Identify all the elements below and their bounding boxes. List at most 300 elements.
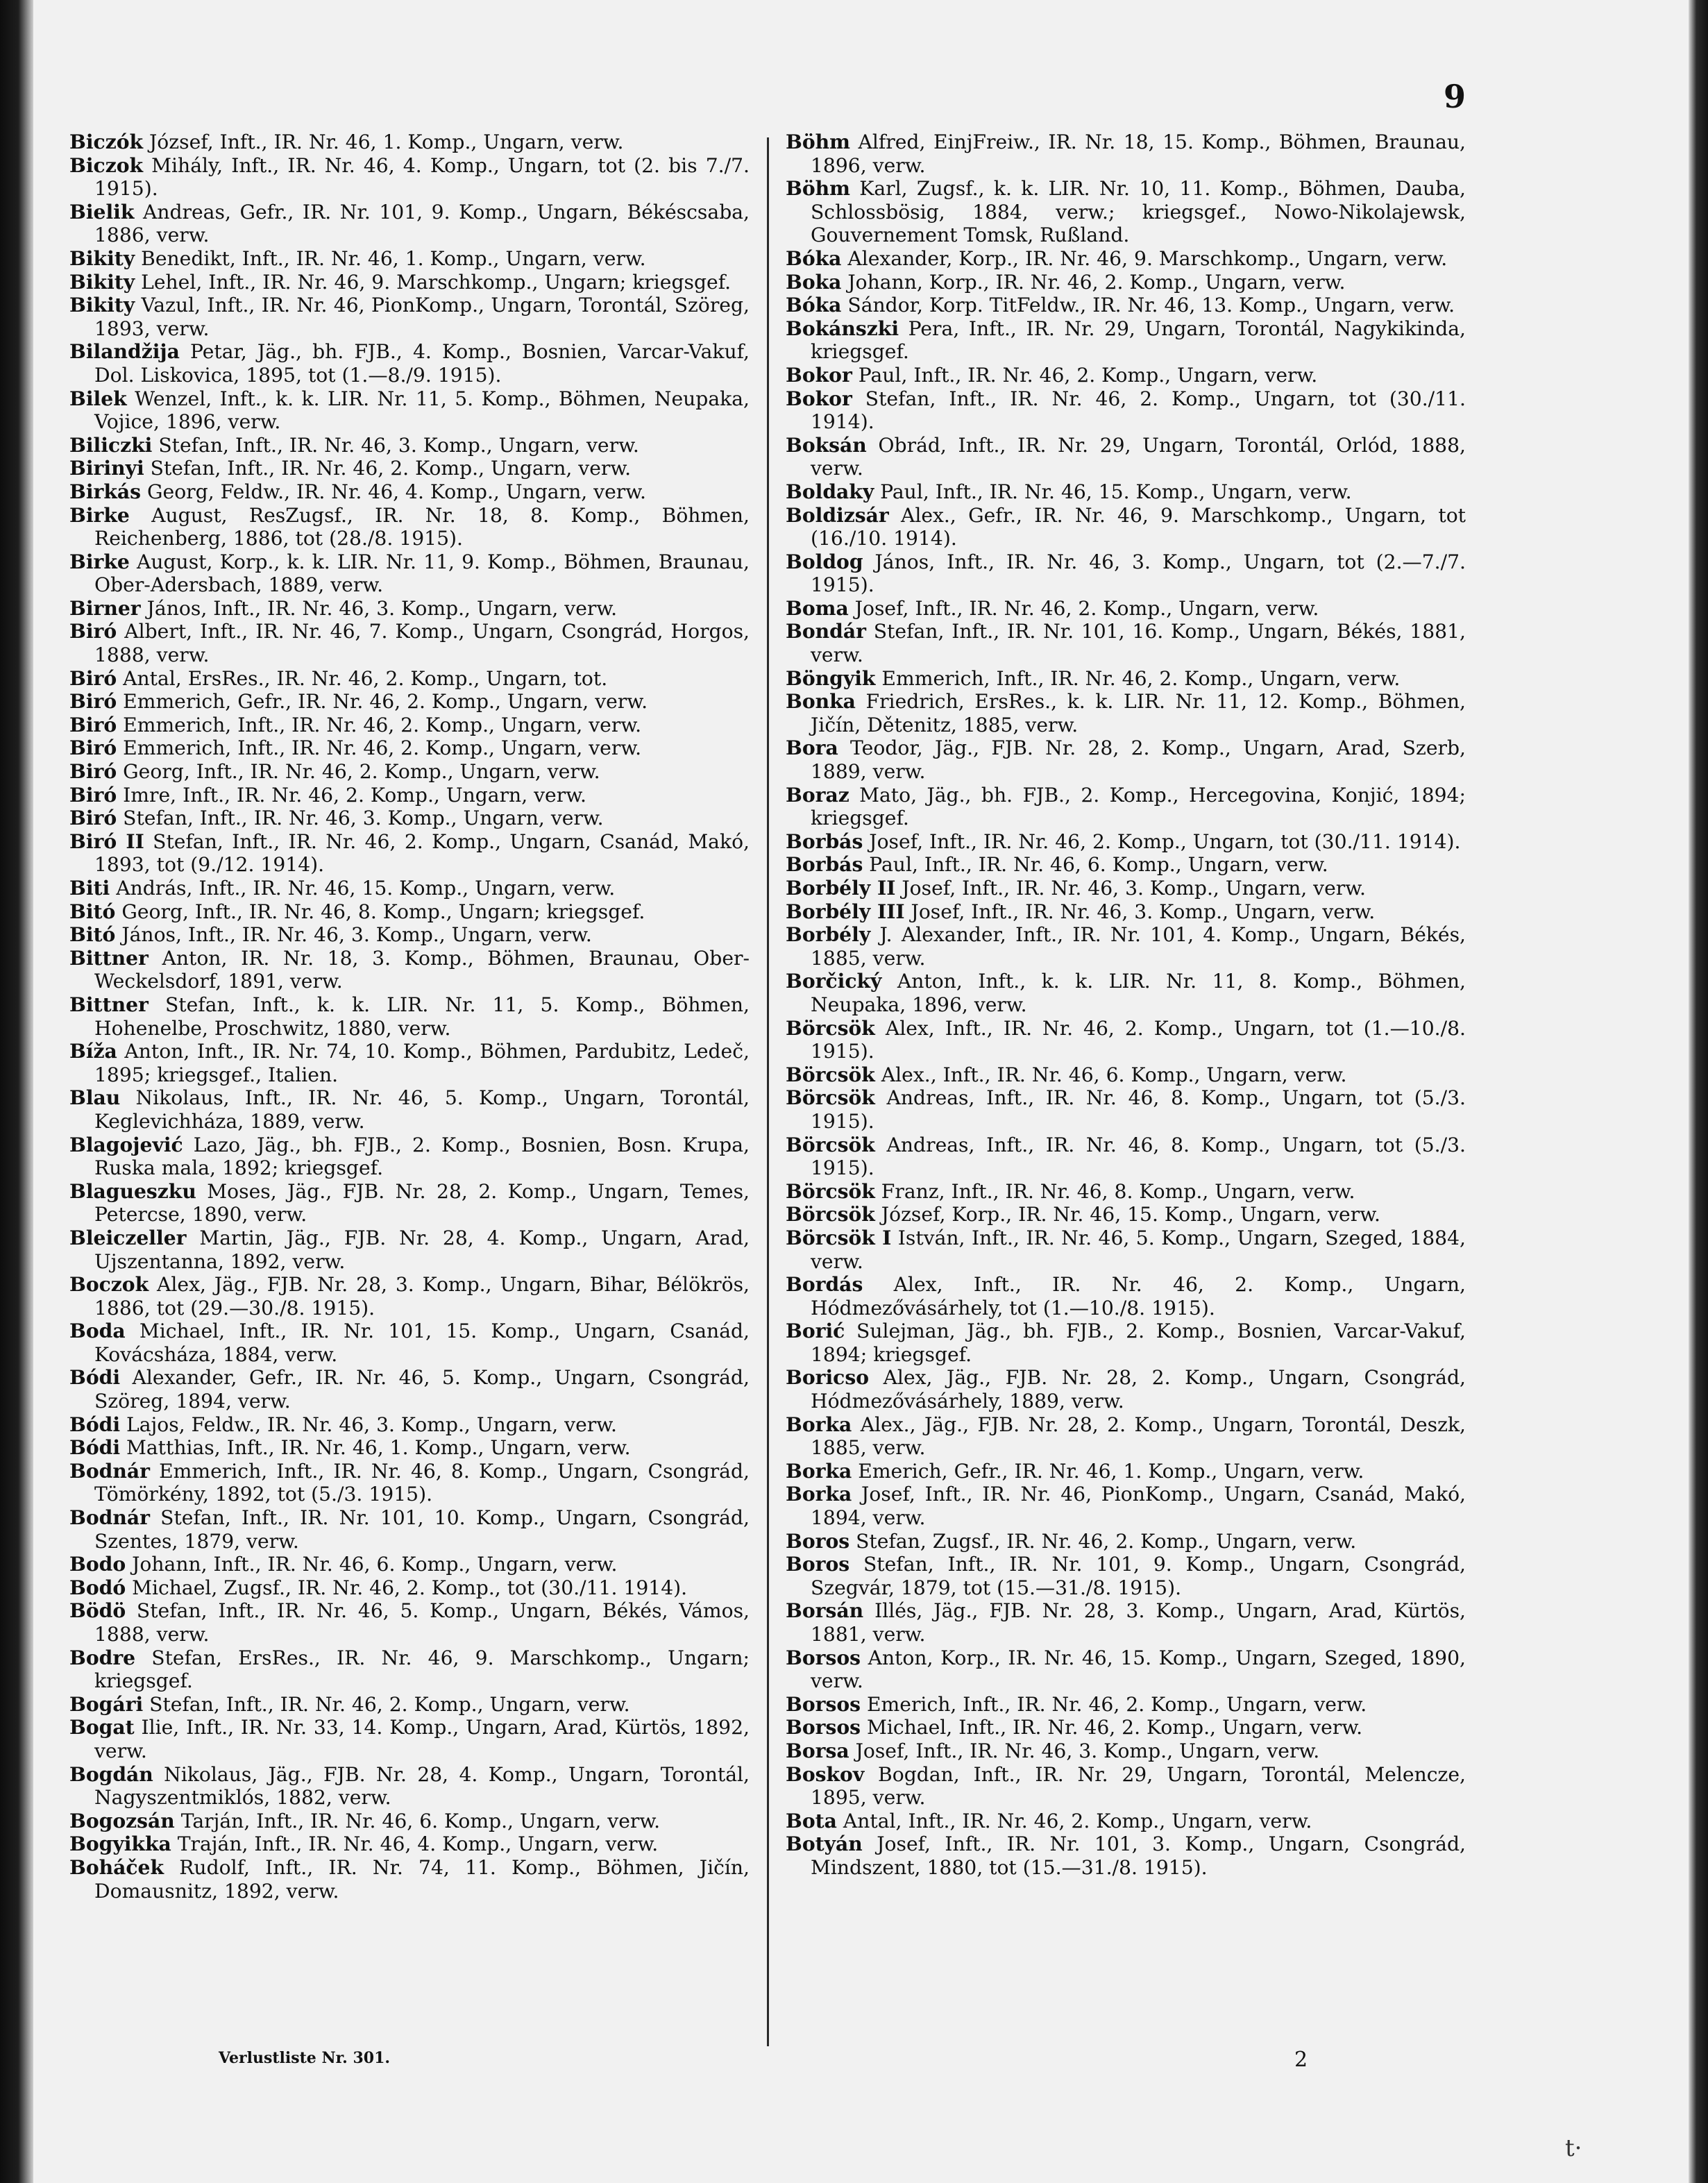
casualty-entry (69, 807, 750, 830)
entry-details: Benedikt, Inft., IR. Nr. 46, 1. Komp., Ungarn, verw. (135, 246, 646, 270)
entry-details: Bogdan, Inft., IR. Nr. 29, Ungarn, Torontál, Melencze, 1895, verw. (811, 1762, 1466, 1810)
right-column (786, 130, 1466, 1880)
casualty-entry (786, 1599, 1466, 1646)
entry-details: Alex., Gefr., IR. Nr. 46, 9. Marschkomp., Ungarn, tot (16./10. 1914). (811, 503, 1466, 550)
casualty-entry (69, 271, 750, 294)
entry-details: Andreas, Gefr., IR. Nr. 101, 9. Komp., Ungarn, Békéscsaba, 1886, verw. (94, 200, 750, 247)
casualty-entry (69, 1763, 750, 1810)
entry-surname: Bóka (786, 246, 842, 270)
casualty-entry (69, 1460, 750, 1506)
entry-surname: Bokor (786, 363, 852, 387)
entry-surname: Boskov (786, 1762, 865, 1786)
entry-surname: Birke (69, 503, 130, 527)
entry-details: Emmerich, Inft., IR. Nr. 46, 2. Komp., Ungarn, verw. (875, 666, 1401, 690)
entry-details: Sulejman, Jäg., bh. FJB., 2. Komp., Bosnien, Varcar-Vakuf, 1894; kriegsgef. (811, 1320, 1466, 1366)
casualty-entry (69, 760, 750, 784)
entry-surname: Blagueszku (69, 1179, 196, 1203)
entry-details: Andreas, Inft., IR. Nr. 46, 8. Komp., Ungarn, tot (5./3. 1915). (811, 1133, 1466, 1180)
entry-surname: Borbély (786, 923, 871, 947)
corner-mark: t· (1565, 2134, 1582, 2162)
entry-surname: Boldog (786, 550, 863, 573)
entry-details: August, ResZugsf., IR. Nr. 18, 8. Komp., Böhmen, Reichenberg, 1886, tot (28./8. 1915). (94, 503, 750, 550)
entry-details: Nikolaus, Inft., IR. Nr. 46, 5. Komp., Ungarn, Torontál, Keglevichháza, 1889, verw. (94, 1086, 750, 1133)
casualty-entry (69, 1133, 750, 1180)
entry-surname: Biró (69, 783, 117, 807)
entry-surname: Bogdán (69, 1762, 153, 1786)
entry-details: J. Alexander, Inft., IR. Nr. 101, 4. Komp., Ungarn, Békés, 1885, verw. (811, 923, 1466, 970)
entry-surname: Bordás (786, 1273, 863, 1297)
entry-details: Alex, Inft., IR. Nr. 46, 2. Komp., Ungarn, tot (1.—10./8. 1915). (811, 1016, 1466, 1063)
casualty-entry (786, 690, 1466, 736)
casualty-entry (69, 900, 750, 924)
casualty-entry (69, 154, 750, 201)
entry-surname: Böngyik (786, 666, 876, 690)
entry-surname: Biczok (69, 153, 144, 177)
entry-surname: Borbély II (786, 877, 896, 900)
entry-surname: Bogozsán (69, 1809, 175, 1832)
entry-surname: Boda (69, 1320, 126, 1343)
entry-details: Stefan, Zugsf., IR. Nr. 46, 2. Komp., Ungarn, verw. (849, 1529, 1357, 1553)
left-column (69, 130, 750, 1903)
entry-surname: Böhm (786, 177, 850, 201)
entry-surname: Bogat (69, 1716, 135, 1739)
casualty-entry (69, 130, 750, 154)
casualty-entry (69, 620, 750, 666)
casualty-entry (69, 1810, 750, 1833)
casualty-entry (69, 1856, 750, 1903)
casualty-entry (69, 1086, 750, 1133)
entry-details: August, Korp., k. k. LIR. Nr. 11, 9. Komp., Böhmen, Braunau, Ober-Adersbach, 1889, verw. (94, 550, 750, 597)
entry-surname: Blau (69, 1086, 121, 1110)
entry-surname: Bonka (786, 690, 856, 714)
casualty-entry (786, 1646, 1466, 1693)
entry-surname: Bittner (69, 946, 149, 970)
casualty-entry (786, 1017, 1466, 1063)
casualty-entry (69, 830, 750, 877)
casualty-entry (786, 1180, 1466, 1204)
casualty-entry (786, 1366, 1466, 1413)
entry-details: Moses, Jäg., FJB. Nr. 28, 2. Komp., Ungarn, Temes, Petercse, 1890, verw. (94, 1179, 750, 1227)
entry-surname: Biti (69, 877, 110, 900)
entry-details: Josef, Inft., IR. Nr. 101, 3. Komp., Ungarn, Csongrád, Mindszent, 1880, tot (15.—31./8. 1915). (811, 1832, 1466, 1879)
page-number: 9 (1444, 78, 1466, 115)
entry-details: Stefan, Inft., k. k. LIR. Nr. 11, 5. Komp., Böhmen, Hohenelbe, Proschwitz, 1880, verw. (94, 993, 750, 1040)
entry-details: Albert, Inft., IR. Nr. 46, 7. Komp., Ungarn, Csongrád, Horgos, 1888, verw. (94, 620, 750, 667)
entry-details: Andreas, Inft., IR. Nr. 46, 8. Komp., Ungarn, tot (5./3. 1915). (811, 1086, 1466, 1133)
casualty-entry (786, 387, 1466, 434)
entry-details: József, Inft., IR. Nr. 46, 1. Komp., Ungarn, verw. (143, 130, 624, 153)
entry-details: Ilie, Inft., IR. Nr. 33, 14. Komp., Ungarn, Arad, Kürtös, 1892, verw. (94, 1716, 750, 1762)
entry-details: Michael, Inft., IR. Nr. 46, 2. Komp., Ungarn, verw. (861, 1716, 1363, 1739)
entry-details: János, Inft., IR. Nr. 46, 3. Komp., Ungarn, tot (2.—7./7. 1915). (811, 550, 1466, 597)
casualty-entry (786, 1203, 1466, 1227)
entry-surname: Börcsök (786, 1179, 875, 1203)
casualty-entry (69, 993, 750, 1040)
entry-surname: Boros (786, 1529, 850, 1553)
entry-details: Georg, Inft., IR. Nr. 46, 8. Komp., Ungarn; kriegsgef. (115, 900, 645, 923)
entry-surname: Blagojević (69, 1133, 183, 1156)
entry-details: Georg, Inft., IR. Nr. 46, 2. Komp., Ungarn, verw. (117, 760, 600, 784)
entry-details: Emerich, Inft., IR. Nr. 46, 2. Komp., Ungarn, verw. (861, 1692, 1367, 1716)
casualty-entry (786, 1716, 1466, 1739)
entry-surname: Bogári (69, 1692, 144, 1716)
entry-details: Teodor, Jäg., FJB. Nr. 28, 2. Komp., Ungarn, Arad, Szerb, 1889, verw. (811, 736, 1466, 784)
entry-details: Paul, Inft., IR. Nr. 46, 2. Komp., Ungarn, verw. (852, 363, 1318, 387)
entry-surname: Bodre (69, 1646, 136, 1669)
casualty-entry (69, 1320, 750, 1366)
entry-surname: Boka (786, 270, 842, 294)
entry-details: Antal, ErsRes., IR. Nr. 46, 2. Komp., Ungarn, tot. (117, 666, 608, 690)
entry-surname: Bódi (69, 1436, 121, 1460)
casualty-entry (69, 923, 750, 947)
casualty-entry (69, 340, 750, 387)
entry-surname: Boháček (69, 1855, 164, 1879)
casualty-entry (786, 900, 1466, 924)
casualty-entry (786, 784, 1466, 830)
casualty-entry (69, 247, 750, 271)
casualty-entry (786, 1273, 1466, 1320)
entry-details: János, Inft., IR. Nr. 46, 3. Komp., Ungarn, verw. (140, 596, 618, 620)
entry-details: Tarján, Inft., IR. Nr. 46, 6. Komp., Ungarn, verw. (174, 1809, 661, 1832)
entry-surname: Bondár (786, 620, 866, 643)
entry-details: Friedrich, ErsRes., k. k. LIR. Nr. 11, 12. Komp., Böhmen, Jičín, Dětenitz, 1885, verw. (811, 690, 1466, 736)
casualty-entry (69, 1227, 750, 1273)
entry-details: Alex, Jäg., FJB. Nr. 28, 3. Komp., Ungarn, Bihar, Bélökrös, 1886, tot (29.—30./8. 1915). (94, 1273, 750, 1320)
entry-details: Johann, Inft., IR. Nr. 46, 6. Komp., Ungarn, verw. (126, 1553, 618, 1576)
entry-details: Stefan, Inft., IR. Nr. 46, 3. Komp., Ungarn, verw. (117, 807, 604, 830)
entry-surname: Bora (786, 736, 838, 760)
entry-surname: Bodnár (69, 1459, 150, 1483)
entry-surname: Börcsök I (786, 1226, 892, 1249)
entry-surname: Bodó (69, 1576, 126, 1599)
casualty-entry (786, 1763, 1466, 1810)
entry-surname: Börcsök (786, 1133, 875, 1156)
entry-details: Mihály, Inft., IR. Nr. 46, 4. Komp., Ungarn, tot (2. bis 7./7. 1915). (94, 153, 750, 201)
entry-surname: Biliczki (69, 433, 153, 457)
entry-details: Stefan, Inft., IR. Nr. 101, 10. Komp., Ungarn, Csongrád, Szentes, 1879, verw. (94, 1506, 750, 1553)
sheet-number: 2 (1294, 2048, 1308, 2072)
entry-surname: Börcsök (786, 1203, 875, 1227)
casualty-entry (786, 1739, 1466, 1763)
casualty-entry (69, 550, 750, 597)
entry-details: Alex, Jäg., FJB. Nr. 28, 2. Komp., Ungarn, Csongrád, Hódmezővásárhely, 1889, verw. (811, 1366, 1466, 1413)
entry-details: Emmerich, Gefr., IR. Nr. 46, 2. Komp., Ungarn, verw. (117, 690, 648, 714)
entry-details: Johann, Korp., IR. Nr. 46, 2. Komp., Ungarn, verw. (841, 270, 1346, 294)
entry-surname: Bokor (786, 387, 852, 410)
entry-surname: Borsán (786, 1599, 864, 1623)
entry-details: Alex., Jäg., FJB. Nr. 28, 2. Komp., Ungarn, Torontál, Deszk, 1885, verw. (811, 1413, 1466, 1460)
entry-surname: Boksán (786, 433, 867, 457)
entry-surname: Böhm (786, 130, 850, 153)
entry-details: Alex., Inft., IR. Nr. 46, 6. Komp., Ungarn, verw. (874, 1063, 1347, 1086)
entry-surname: Biró (69, 736, 117, 760)
entry-details: András, Inft., IR. Nr. 46, 15. Komp., Ungarn, verw. (110, 877, 616, 900)
entry-surname: Borbás (786, 829, 863, 853)
entry-surname: Bota (786, 1809, 837, 1832)
casualty-entry (69, 947, 750, 993)
entry-surname: Borsos (786, 1692, 861, 1716)
casualty-entry (786, 504, 1466, 550)
entry-details: Lehel, Inft., IR. Nr. 46, 9. Marschkomp., Ungarn; kriegsgef. (135, 270, 732, 294)
casualty-entry (69, 1180, 750, 1227)
entry-details: Josef, Inft., IR. Nr. 46, 2. Komp., Ungarn, tot (30./11. 1914). (863, 829, 1461, 853)
entry-surname: Bleiczeller (69, 1226, 187, 1249)
casualty-entry (786, 550, 1466, 597)
entry-surname: Biczók (69, 130, 144, 153)
entry-details: Matthias, Inft., IR. Nr. 46, 1. Komp., Ungarn, verw. (120, 1436, 631, 1460)
casualty-entry (786, 317, 1466, 364)
entry-surname: Biró (69, 666, 117, 690)
entry-details: Sándor, Korp. TitFeldw., IR. Nr. 46, 13. Komp., Ungarn, verw. (841, 294, 1455, 317)
casualty-entry (786, 1810, 1466, 1833)
entry-details: Franz, Inft., IR. Nr. 46, 8. Komp., Ungarn, verw. (874, 1179, 1355, 1203)
casualty-entry (786, 620, 1466, 666)
entry-details: Michael, Zugsf., IR. Nr. 46, 2. Komp., tot (30./11. 1914). (126, 1576, 688, 1599)
casualty-entry (786, 1483, 1466, 1529)
casualty-entry (69, 1553, 750, 1576)
entry-details: Paul, Inft., IR. Nr. 46, 15. Komp., Ungarn, verw. (874, 480, 1352, 503)
casualty-entry (786, 1832, 1466, 1879)
casualty-entry (69, 877, 750, 900)
entry-details: Paul, Inft., IR. Nr. 46, 6. Komp., Ungarn, verw. (863, 853, 1328, 877)
entry-surname: Börcsök (786, 1016, 875, 1040)
entry-surname: Boros (786, 1553, 850, 1576)
entry-surname: Borbély III (786, 900, 905, 923)
entry-surname: Bittner (69, 993, 149, 1016)
entry-surname: Bödö (69, 1599, 126, 1623)
casualty-entry (786, 853, 1466, 877)
casualty-entry (786, 1553, 1466, 1599)
entry-surname: Boricso (786, 1366, 870, 1390)
casualty-entry (69, 667, 750, 691)
entry-details: Martin, Jäg., FJB. Nr. 28, 4. Komp., Ungarn, Arad, Ujszentanna, 1892, verw. (94, 1226, 750, 1273)
entry-surname: Borka (786, 1483, 852, 1506)
casualty-entry (69, 1040, 750, 1086)
entry-surname: Bodo (69, 1553, 126, 1576)
casualty-entry (69, 480, 750, 504)
entry-details: Josef, Inft., IR. Nr. 46, 3. Komp., Ungarn, verw. (904, 900, 1376, 923)
casualty-entry (786, 877, 1466, 900)
entry-details: Michael, Inft., IR. Nr. 101, 15. Komp., Ungarn, Csanád, Kovácsháza, 1884, verw. (94, 1320, 750, 1366)
casualty-entry (69, 597, 750, 621)
entry-details: Obrád, Inft., IR. Nr. 29, Ungarn, Torontál, Orlód, 1888, verw. (811, 433, 1466, 480)
entry-surname: Börcsök (786, 1063, 875, 1086)
entry-details: Stefan, Inft., IR. Nr. 46, 2. Komp., Ungarn, Csanád, Makó, 1893, tot (9./12. 1914). (94, 829, 750, 877)
casualty-entry (786, 247, 1466, 271)
entry-surname: Birkás (69, 480, 142, 503)
entry-details: Josef, Inft., IR. Nr. 46, 3. Komp., Ungarn, verw. (849, 1739, 1320, 1762)
casualty-entry (786, 1227, 1466, 1273)
entry-details: Mato, Jäg., bh. FJB., 2. Komp., Hercegovina, Konjić, 1894; kriegsgef. (811, 783, 1466, 830)
entry-details: Stefan, Inft., IR. Nr. 46, 2. Komp., Ungarn, verw. (144, 457, 632, 480)
entry-details: Alexander, Gefr., IR. Nr. 46, 5. Komp., Ungarn, Csongrád, Szöreg, 1894, verw. (94, 1366, 750, 1413)
entry-details: Emmerich, Inft., IR. Nr. 46, 2. Komp., Ungarn, verw. (117, 713, 642, 736)
casualty-entry (69, 1366, 750, 1413)
entry-surname: Boma (786, 596, 849, 620)
entry-surname: Borka (786, 1459, 852, 1483)
entry-details: Stefan, Inft., IR. Nr. 46, 5. Komp., Ungarn, Békés, Vámos, 1888, verw. (94, 1599, 750, 1646)
entry-surname: Biró (69, 620, 117, 643)
entry-details: János, Inft., IR. Nr. 46, 3. Komp., Ungarn, verw. (115, 923, 592, 947)
entry-details: Alex, Inft., IR. Nr. 46, 2. Komp., Ungarn, Hódmezővásárhely, tot (1.—10./8. 1915). (811, 1273, 1466, 1320)
casualty-entry (786, 1063, 1466, 1087)
entry-details: Alfred, EinjFreiw., IR. Nr. 18, 15. Komp., Böhmen, Braunau, 1896, verw. (811, 130, 1466, 177)
entry-details: Stefan, Inft., IR. Nr. 46, 2. Komp., Ungarn, tot (30./11. 1914). (811, 387, 1466, 434)
casualty-entry (786, 597, 1466, 621)
entry-surname: Börcsök (786, 1086, 875, 1110)
entry-details: Emmerich, Inft., IR. Nr. 46, 8. Komp., Ungarn, Csongrád, Tömörkény, 1892, tot (5./3. 1915). (94, 1459, 750, 1506)
entry-details: Traján, Inft., IR. Nr. 46, 4. Komp., Ungarn, verw. (171, 1832, 659, 1856)
entry-surname: Bilandžija (69, 340, 180, 364)
casualty-entry (69, 201, 750, 247)
entry-details: Vazul, Inft., IR. Nr. 46, PionKomp., Ungarn, Torontál, Szöreg, 1893, verw. (94, 294, 750, 340)
casualty-entry (69, 1599, 750, 1646)
entry-surname: Boldaky (786, 480, 874, 503)
list-footer: Verlustliste Nr. 301. (219, 2049, 391, 2067)
entry-surname: Bóka (786, 294, 842, 317)
entry-surname: Borsos (786, 1646, 861, 1669)
entry-details: Alexander, Korp., IR. Nr. 46, 9. Marschkomp., Ungarn, verw. (841, 246, 1448, 270)
casualty-entry (69, 457, 750, 480)
entry-details: Stefan, Inft., IR. Nr. 101, 9. Komp., Ungarn, Csongrád, Szegvár, 1879, tot (15.—31./8. 1915). (811, 1553, 1466, 1599)
entry-surname: Borbás (786, 853, 863, 877)
entry-surname: Borsos (786, 1716, 861, 1739)
casualty-entry (69, 504, 750, 550)
casualty-entry (786, 1086, 1466, 1133)
casualty-entry (69, 1436, 750, 1460)
entry-surname: Boldizsár (786, 503, 889, 527)
entry-details: Stefan, ErsRes., IR. Nr. 46, 9. Marschkomp., Ungarn; kriegsgef. (94, 1646, 750, 1693)
entry-surname: Bitó (69, 923, 116, 947)
entry-surname: Birke (69, 550, 130, 573)
entry-surname: Bikity (69, 246, 135, 270)
entry-details: Emmerich, Inft., IR. Nr. 46, 2. Komp., Ungarn, verw. (117, 736, 642, 760)
entry-details: Josef, Inft., IR. Nr. 46, 2. Komp., Ungarn, verw. (848, 596, 1319, 620)
casualty-entry (786, 130, 1466, 177)
entry-details: Karl, Zugsf., k. k. LIR. Nr. 10, 11. Komp., Böhmen, Dauba, Schlossbösig, 1884, verw.; kriegsgef., Nowo-Nikolajewsk, Gouvernement Tomsk, Rußland. (811, 177, 1466, 247)
entry-surname: Botyán (786, 1832, 863, 1856)
entry-surname: Bíža (69, 1040, 117, 1063)
entry-details: Imre, Inft., IR. Nr. 46, 2. Komp., Ungarn, verw. (117, 783, 586, 807)
casualty-entry (69, 690, 750, 714)
casualty-entry (69, 294, 750, 340)
scan-edge-right (1689, 0, 1708, 2183)
entry-details: Illés, Jäg., FJB. Nr. 28, 3. Komp., Ungarn, Arad, Kürtös, 1881, verw. (811, 1599, 1466, 1646)
casualty-entry (69, 387, 750, 434)
entry-surname: Bilek (69, 387, 127, 410)
casualty-entry (786, 1693, 1466, 1717)
casualty-entry (69, 1716, 750, 1762)
casualty-entry (786, 294, 1466, 317)
entry-details: Stefan, Inft., IR. Nr. 46, 3. Komp., Ungarn, verw. (152, 433, 639, 457)
entry-surname: Bitó (69, 900, 116, 923)
entry-surname: Borka (786, 1413, 852, 1436)
casualty-entry (786, 923, 1466, 970)
casualty-entry (69, 1693, 750, 1717)
casualty-entry (786, 480, 1466, 504)
entry-surname: Bogyikka (69, 1832, 171, 1856)
entry-surname: Bokánszki (786, 317, 899, 340)
casualty-entry (786, 1320, 1466, 1366)
entry-details: Nikolaus, Jäg., FJB. Nr. 28, 4. Komp., Ungarn, Torontál, Nagyszentmiklós, 1882, verw. (94, 1762, 750, 1810)
casualty-entry (786, 271, 1466, 294)
entry-surname: Boraz (786, 783, 849, 807)
entry-details: Stefan, Inft., IR. Nr. 46, 2. Komp., Ungarn, verw. (143, 1692, 630, 1716)
casualty-entry (786, 364, 1466, 387)
entry-surname: Borčický (786, 970, 882, 993)
entry-surname: Bielik (69, 200, 135, 224)
entry-details: Emerich, Gefr., IR. Nr. 46, 1. Komp., Ungarn, verw. (852, 1459, 1364, 1483)
casualty-entry (786, 736, 1466, 783)
entry-surname: Birinyi (69, 457, 144, 480)
casualty-entry (786, 970, 1466, 1016)
casualty-entry (786, 1460, 1466, 1483)
entry-details: Anton, Korp., IR. Nr. 46, 15. Komp., Ungarn, Szeged, 1890, verw. (811, 1646, 1466, 1693)
entry-surname: Borić (786, 1320, 845, 1343)
entry-details: Antal, Inft., IR. Nr. 46, 2. Komp., Ungarn, verw. (836, 1809, 1312, 1832)
casualty-entry (786, 830, 1466, 854)
entry-details: Josef, Inft., IR. Nr. 46, 3. Komp., Ungarn, verw. (895, 877, 1366, 900)
casualty-entry (69, 714, 750, 737)
casualty-entry (69, 1646, 750, 1693)
casualty-entry (786, 434, 1466, 480)
entry-surname: Birner (69, 596, 141, 620)
casualty-entry (786, 1413, 1466, 1460)
entry-surname: Biró (69, 760, 117, 784)
casualty-entry (69, 1506, 750, 1553)
entry-details: Rudolf, Inft., IR. Nr. 74, 11. Komp., Böhmen, Jičín, Domausnitz, 1892, verw. (94, 1855, 750, 1903)
casualty-entry (786, 177, 1466, 247)
casualty-entry (786, 1530, 1466, 1553)
casualty-entry (786, 667, 1466, 691)
scan-edge-left (0, 0, 33, 2183)
entry-surname: Bodnár (69, 1506, 150, 1530)
casualty-entry (69, 1832, 750, 1856)
entry-details: Lajos, Feldw., IR. Nr. 46, 3. Komp., Ungarn, verw. (120, 1413, 617, 1436)
entry-surname: Borsa (786, 1739, 849, 1762)
entry-details: Anton, Inft., IR. Nr. 74, 10. Komp., Böhmen, Pardubitz, Ledeč, 1895; kriegsgef., Italien. (94, 1040, 750, 1086)
casualty-entry (69, 1413, 750, 1437)
casualty-entry (69, 1576, 750, 1600)
casualty-entry (69, 1273, 750, 1320)
entry-details: Petar, Jäg., bh. FJB., 4. Komp., Bosnien, Varcar-Vakuf, Dol. Liskovica, 1895, tot (1.—8./9. 1915). (94, 340, 750, 387)
entry-details: Anton, Inft., k. k. LIR. Nr. 11, 8. Komp., Böhmen, Neupaka, 1896, verw. (811, 970, 1466, 1016)
entry-surname: Biró (69, 807, 117, 830)
entry-details: Georg, Feldw., IR. Nr. 46, 4. Komp., Ungarn, verw. (141, 480, 646, 503)
entry-details: József, Korp., IR. Nr. 46, 15. Komp., Ungarn, verw. (874, 1203, 1380, 1227)
entry-details: Pera, Inft., IR. Nr. 29, Ungarn, Torontál, Nagykikinda, kriegsgef. (811, 317, 1466, 364)
entry-details: Wenzel, Inft., k. k. LIR. Nr. 11, 5. Komp., Böhmen, Neupaka, Vojice, 1896, verw. (94, 387, 750, 434)
entry-surname: Boczok (69, 1273, 149, 1297)
entry-surname: Biró II (69, 829, 144, 853)
entry-surname: Bódi (69, 1413, 121, 1436)
column-divider (767, 137, 769, 2046)
casualty-entry (786, 1133, 1466, 1180)
entry-surname: Bikity (69, 294, 135, 317)
casualty-entry (69, 784, 750, 807)
casualty-entry (69, 434, 750, 457)
entry-details: Lazo, Jäg., bh. FJB., 2. Komp., Bosnien, Bosn. Krupa, Ruska mala, 1892; kriegsgef. (94, 1133, 750, 1180)
entry-details: Anton, IR. Nr. 18, 3. Komp., Böhmen, Braunau, Ober-Weckelsdorf, 1891, verw. (94, 946, 750, 993)
entry-surname: Biró (69, 690, 117, 714)
casualty-entry (69, 736, 750, 760)
entry-surname: Bódi (69, 1366, 121, 1390)
entry-details: István, Inft., IR. Nr. 46, 5. Komp., Ungarn, Szeged, 1884, verw. (811, 1226, 1466, 1273)
entry-surname: Bikity (69, 270, 135, 294)
entry-details: Stefan, Inft., IR. Nr. 101, 16. Komp., Ungarn, Békés, 1881, verw. (811, 620, 1466, 667)
entry-details: Josef, Inft., IR. Nr. 46, PionKomp., Ungarn, Csanád, Makó, 1894, verw. (811, 1483, 1466, 1530)
entry-surname: Biró (69, 713, 117, 736)
